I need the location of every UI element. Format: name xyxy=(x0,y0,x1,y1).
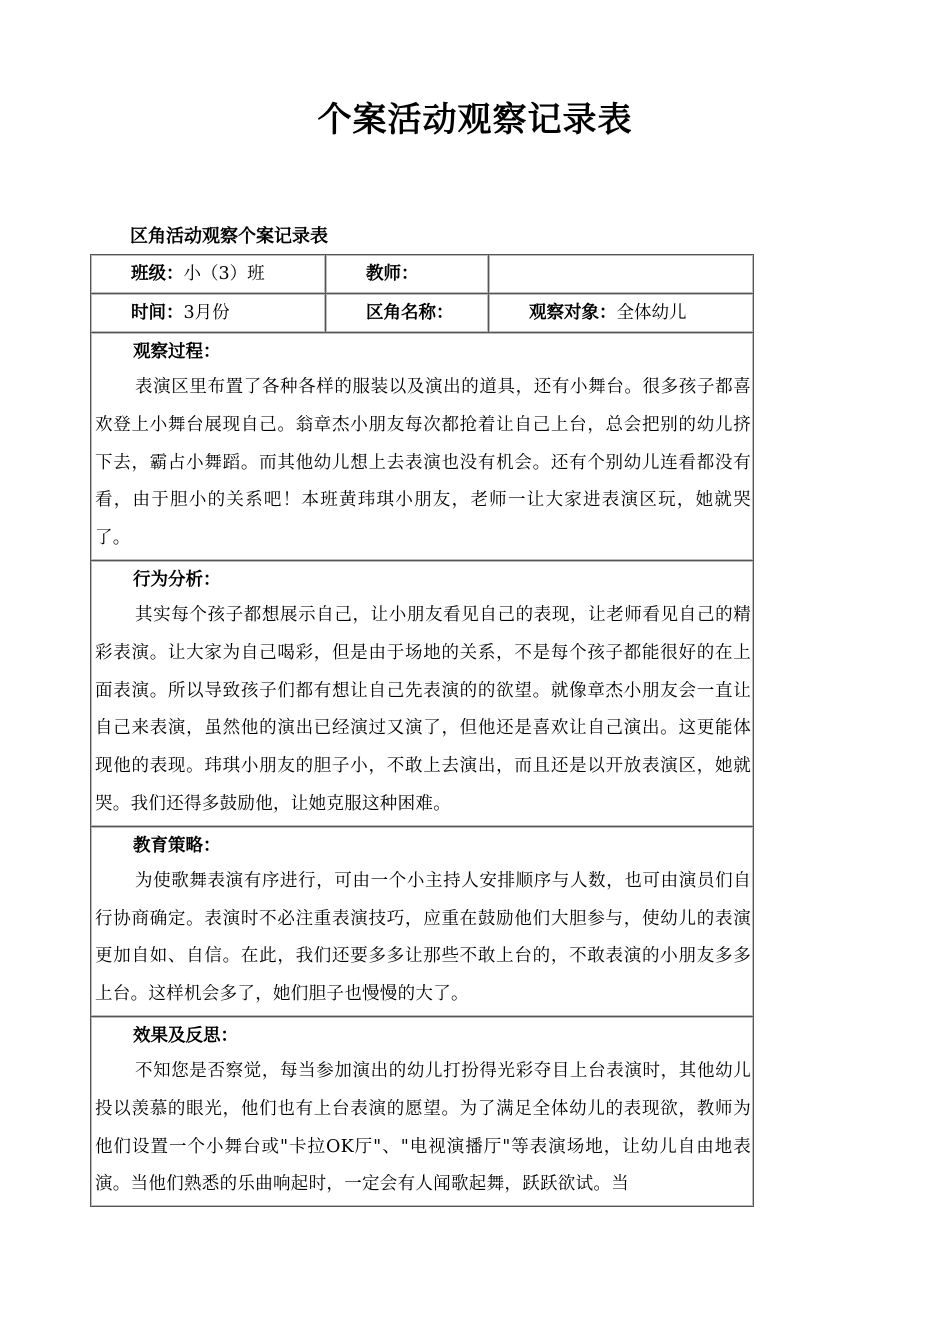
area-cell xyxy=(326,294,489,333)
reflection-body: 不知您是否察觉，每当参加演出的幼儿打扮得光彩夺目上台表演时，其他幼儿投以羡慕的眼光，他们也有上台表演的愿望。为了满足全体幼儿的表现欲，教师为他们设置一个小舞台或"卡拉OK厅"、"电视演播厅"等表演场地，让幼儿自由地表演。当他们熟悉的乐曲响起时，一定会有人闻歌起舞，跃跃欲试。当 xyxy=(95,1060,751,1195)
analysis-row xyxy=(91,560,754,826)
analysis-body: 其实每个孩子都想展示自己，让小朋友看见自己的表现，让老师看见自己的精彩表演。让大家为自己喝彩，但是由于场地的关系，不是每个孩子都能很好的在上面表演。所以导致孩子们都有想让自己先表演的的欲望。就像章杰小朋友会一直让自己来表演，虽然他的演出已经演过又演了，但他还是喜欢让自己演出。这更能体现他的表现。玮琪小朋友的胆子小，不敢上去演出，而且还是以开放表演区，她就哭。我们还得多鼓励他，让她克服这种困难。 xyxy=(95,604,751,814)
teacher-label: 教师： xyxy=(366,264,419,284)
analysis-heading: 行为分析： xyxy=(133,569,221,590)
observation-cell xyxy=(91,333,754,561)
document-title: 个案活动观察记录表 xyxy=(317,100,633,140)
observation-heading: 观察过程： xyxy=(133,342,221,362)
target-label: 观察对象： xyxy=(529,303,617,323)
info-row-1 xyxy=(91,255,754,294)
area-label: 区角名称： xyxy=(366,303,454,323)
time-value: 3月份 xyxy=(183,303,230,323)
reflection-heading: 效果及反思： xyxy=(133,1025,238,1046)
table-caption: 区角活动观察个案记录表 xyxy=(130,226,328,247)
reflection-row xyxy=(91,1016,754,1206)
strategy-heading: 教育策略： xyxy=(133,835,221,856)
target-value: 全体幼儿 xyxy=(616,303,687,323)
strategy-row xyxy=(91,826,754,1016)
strategy-cell xyxy=(91,826,754,1016)
class-label: 班级： xyxy=(131,264,184,284)
class-value: 小（3）班 xyxy=(183,264,265,284)
class-cell xyxy=(91,255,326,294)
target-cell xyxy=(489,294,754,333)
analysis-cell xyxy=(91,560,754,826)
info-row-2 xyxy=(91,294,754,333)
time-cell xyxy=(91,294,326,333)
teacher-value-cell xyxy=(489,255,754,294)
record-table xyxy=(90,254,754,1207)
strategy-body: 为使歌舞表演有序进行，可由一个小主持人安排顺序与人数，也可由演员们自行协商确定。表演时不必注重表演技巧，应重在鼓励他们大胆参与，使幼儿的表演更加自如、自信。在此，我们还要多多让那些不敢上台的，不敢表演的小朋友多多上台。这样机会多了，她们胆子也慢慢的大了。 xyxy=(95,870,751,1005)
reflection-cell xyxy=(91,1016,754,1206)
observation-row xyxy=(91,333,754,561)
time-label: 时间： xyxy=(131,303,184,323)
teacher-label-cell xyxy=(326,255,489,294)
observation-body: 表演区里布置了各种各样的服装以及演出的道具，还有小舞台。很多孩子都喜欢登上小舞台展现自己。翁章杰小朋友每次都抢着让自己上台，总会把别的幼儿挤下去，霸占小舞蹈。而其他幼儿想上去表演也没有机会。还有个别幼儿连看都没有看，由于胆小的关系吧！本班黄玮琪小朋友，老师一让大家进表演区玩，她就哭了。 xyxy=(95,377,751,549)
